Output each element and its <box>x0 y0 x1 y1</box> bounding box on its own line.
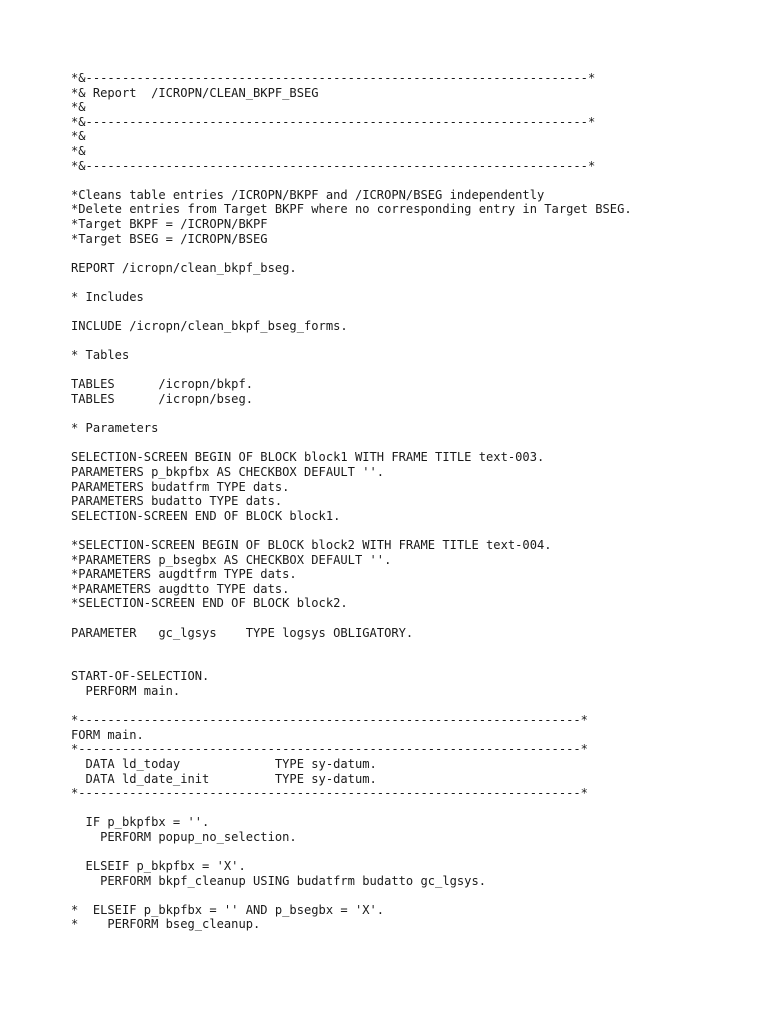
code-line: FORM main. <box>71 727 144 742</box>
code-line: *---------------------------------------------------------------------* <box>71 742 588 757</box>
code-line-blank <box>71 275 751 290</box>
code-line: * Parameters <box>71 421 159 436</box>
code-line: PARAMETER gc_lgsys TYPE logsys OBLIGATORY. <box>71 625 414 640</box>
code-line: *SELECTION-SCREEN BEGIN OF BLOCK block2 WITH FRAME TITLE text-004. <box>71 538 552 552</box>
code-line-blank <box>71 611 751 626</box>
code-line: * Tables <box>71 348 130 363</box>
code-line: TABLES /icropn/bseg. <box>71 392 254 407</box>
code-line-blank <box>71 888 751 903</box>
code-line: REPORT /icropn/clean_bkpf_bseg. <box>71 260 297 275</box>
code-line-blank <box>71 844 751 859</box>
code-line: * PERFORM bseg_cleanup. <box>71 917 261 932</box>
code-line: *Cleans table entries /ICROPN/BKPF and /ICROPN/BSEG independently <box>71 187 545 202</box>
code-line: *Target BKPF = /ICROPN/BKPF <box>71 216 268 231</box>
code-line-blank <box>71 436 751 451</box>
code-line: *PARAMETERS p_bsegbx AS CHECKBOX DEFAULT ''. <box>71 552 392 567</box>
code-line: *&---------------------------------------------------------------------* <box>71 158 596 173</box>
code-line: DATA ld_today TYPE sy-datum. <box>71 756 377 771</box>
code-line: PERFORM main. <box>71 683 181 698</box>
code-line: *& <box>71 129 86 144</box>
code-line: *---------------------------------------------------------------------* <box>71 713 588 728</box>
code-line: PERFORM bkpf_cleanup USING budatfrm budatto gc_lgsys. <box>71 873 487 888</box>
code-line-blank <box>71 246 751 261</box>
code-line: TABLES /icropn/bkpf. <box>71 377 254 392</box>
code-line-blank <box>71 523 751 538</box>
code-line-blank <box>71 640 751 655</box>
code-line-blank <box>71 801 751 816</box>
code-line: * Includes <box>71 289 144 304</box>
code-line: *SELECTION-SCREEN END OF BLOCK block2. <box>71 596 348 611</box>
code-line: *&---------------------------------------------------------------------* <box>71 71 596 85</box>
code-line: INCLUDE /icropn/clean_bkpf_bseg_forms. <box>71 319 348 334</box>
code-line-blank <box>71 655 751 670</box>
code-line-blank <box>71 699 751 714</box>
code-line: IF p_bkpfbx = ''. <box>71 815 210 830</box>
code-line: *PARAMETERS augdtto TYPE dats. <box>71 581 290 596</box>
code-line: START-OF-SELECTION. <box>71 669 210 684</box>
code-line: PERFORM popup_no_selection. <box>71 829 297 844</box>
code-line: *& <box>71 100 86 115</box>
code-line: PARAMETERS budatto TYPE dats. <box>71 494 283 509</box>
code-line: *& <box>71 143 86 158</box>
code-line: *Target BSEG = /ICROPN/BSEG <box>71 231 268 246</box>
code-line: PARAMETERS p_bkpfbx AS CHECKBOX DEFAULT ''. <box>71 465 385 480</box>
code-document <box>71 71 751 932</box>
code-line: SELECTION-SCREEN BEGIN OF BLOCK block1 WITH FRAME TITLE text-003. <box>71 450 545 465</box>
code-line: DATA ld_date_init TYPE sy-datum. <box>71 771 377 786</box>
code-line-blank <box>71 407 751 422</box>
code-line-blank <box>71 363 751 378</box>
code-line: *& Report /ICROPN/CLEAN_BKPF_BSEG <box>71 85 319 100</box>
code-line: *&---------------------------------------------------------------------* <box>71 114 596 129</box>
code-line-blank <box>71 305 751 320</box>
code-line: PARAMETERS budatfrm TYPE dats. <box>71 479 290 494</box>
code-line: ELSEIF p_bkpfbx = 'X'. <box>71 859 246 874</box>
code-line: SELECTION-SCREEN END OF BLOCK block1. <box>71 508 341 523</box>
code-line-blank <box>71 334 751 349</box>
code-line: *Delete entries from Target BKPF where no corresponding entry in Target BSEG. <box>71 202 632 217</box>
code-line: *PARAMETERS augdtfrm TYPE dats. <box>71 567 297 582</box>
code-line-blank <box>71 173 751 188</box>
code-line: *---------------------------------------------------------------------* <box>71 786 588 801</box>
code-line: * ELSEIF p_bkpfbx = '' AND p_bsegbx = 'X'. <box>71 902 385 917</box>
